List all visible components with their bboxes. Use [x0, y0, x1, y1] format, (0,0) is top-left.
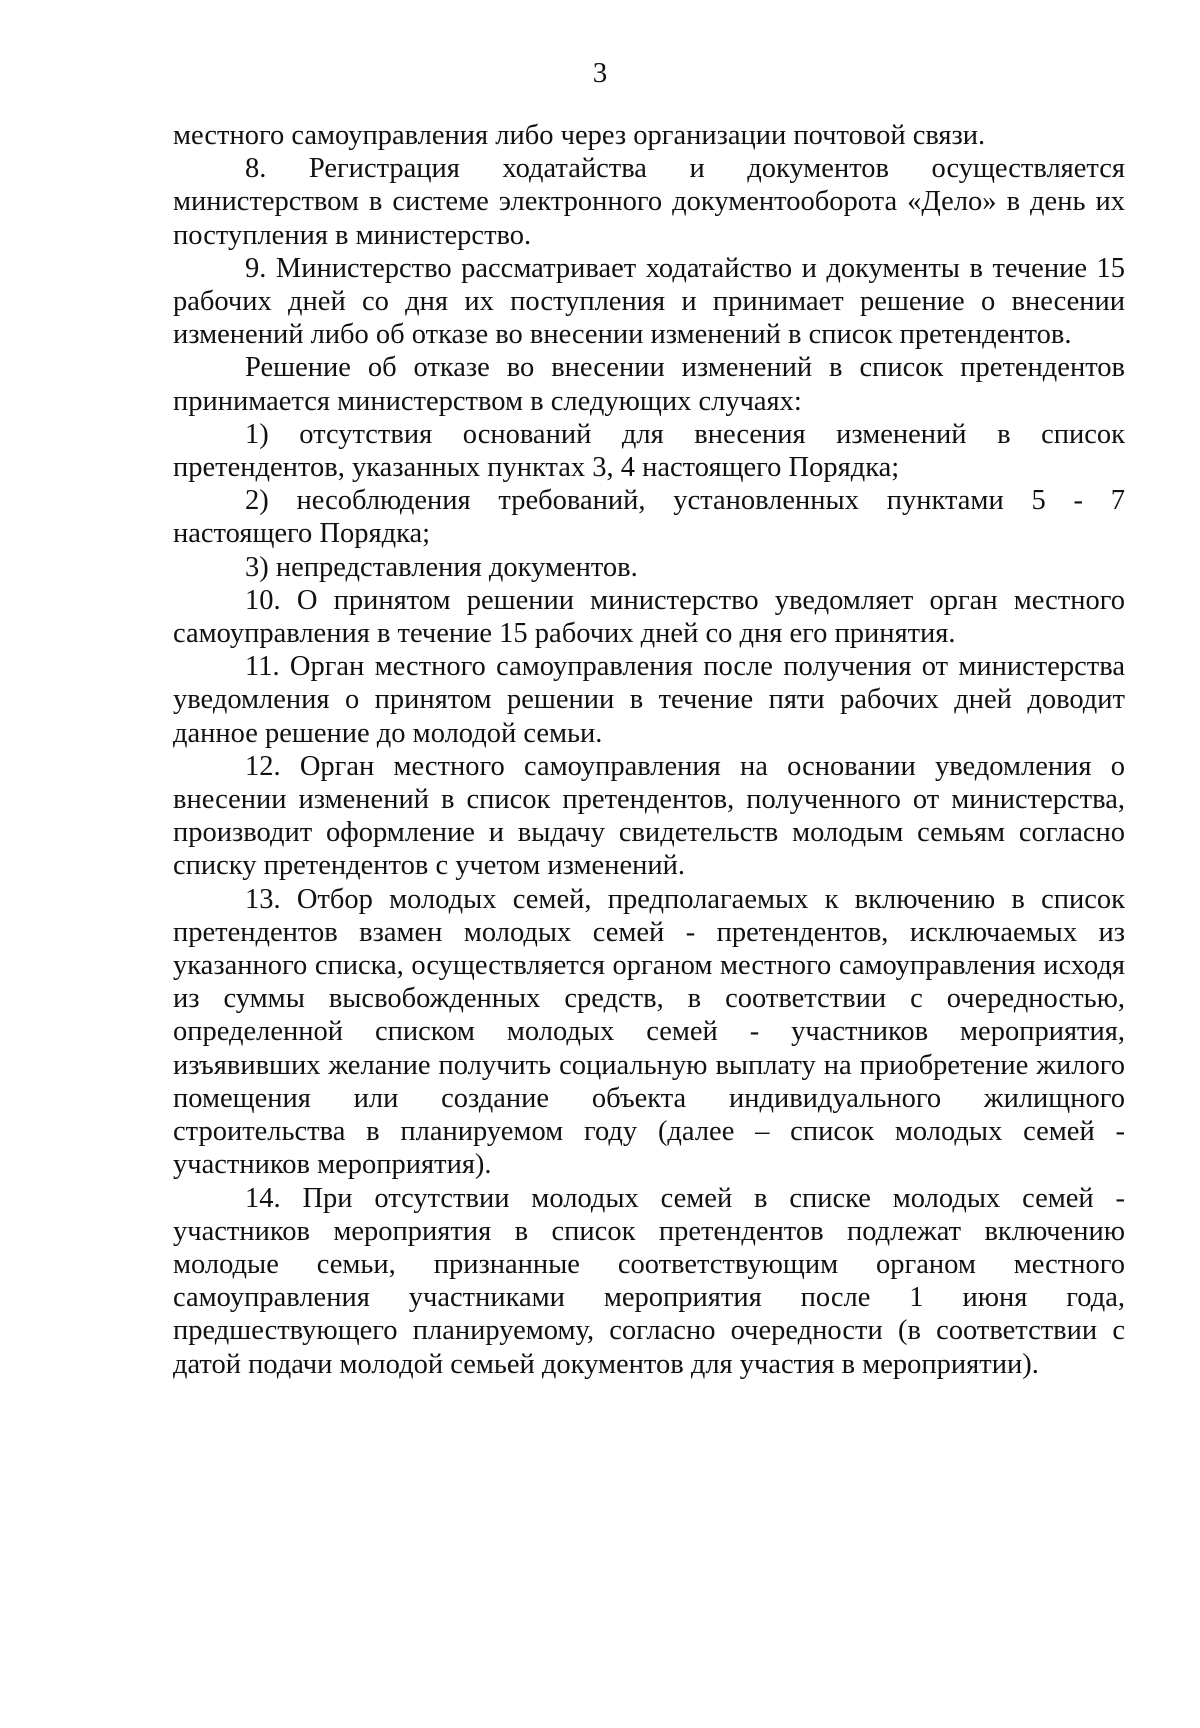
- document-body: [173, 119, 1125, 1381]
- paragraph-refusal-case-2: 2) несоблюдения требований, установленных пунктами 5 - 7 настоящего Порядка;: [173, 485, 1125, 550]
- paragraph-item-13: 13. Отбор молодых семей, предполагаемых к включению в список претендентов взамен молодых семей - претендентов, исключаемых из указанного списка, осуществляется органом местного самоуправления исходя из суммы высвобожденных средств, в соответствии с очередностью, определенной списком молодых семей - участников мероприятия, изъявивших желание получить социальную выплату на приобретение жилого помещения или создание объекта индивидуального жилищного строительства в планируемом году (далее – список молодых семей - участников мероприятия).: [173, 883, 1125, 1181]
- paragraph-item-12: 12. Орган местного самоуправления на основании уведомления о внесении изменений в список претендентов, полученного от министерства, производит оформление и выдачу свидетельств молодым семьям согласно списку претендентов с учетом изменений.: [173, 750, 1125, 882]
- page-number: 3: [592, 57, 608, 89]
- paragraph-continuation: местного самоуправления либо через организации почтовой связи.: [173, 120, 986, 151]
- paragraph-refusal-case-3: 3) непредставления документов.: [245, 551, 638, 583]
- paragraph-item-10: 10. О принятом решении министерство уведомляет орган местного самоуправления в течение 15 рабочих дней со дня его принятия.: [173, 584, 1125, 650]
- paragraph-item-11: 11. Орган местного самоуправления после получения от министерства уведомления о принятом решении в течение пяти рабочих дней доводит данное решение до молодой семьи.: [173, 651, 1125, 749]
- paragraph-refusal-intro: Решение об отказе во внесении изменений в список претендентов принимается министерством в следующих случаях:: [173, 352, 1125, 417]
- paragraph-item-8: 8. Регистрация ходатайства и документов осуществляется министерством в системе электронного документооборота «Дело» в день их поступления в министерство.: [173, 153, 1125, 251]
- paragraph-item-14: 14. При отсутствии молодых семей в списке молодых семей - участников мероприятия в список претендентов подлежат включению молодые семьи, признанные соответствующим органом местного самоуправления участниками мероприятия после 1 июня года, предшествующего планируемому, согласно очередности (в соответствии с датой подачи молодой семьей документов для участия в мероприятии).: [173, 1182, 1125, 1380]
- paragraph-refusal-case-1: 1) отсутствия оснований для внесения изменений в список претендентов, указанных пунктах 3, 4 настоящего Порядка;: [173, 418, 1125, 484]
- paragraph-item-9: 9. Министерство рассматривает ходатайство и документы в течение 15 рабочих дней со дня их поступления и принимает решение о внесении изменений либо об отказе во внесении изменений в список претендентов.: [173, 252, 1125, 351]
